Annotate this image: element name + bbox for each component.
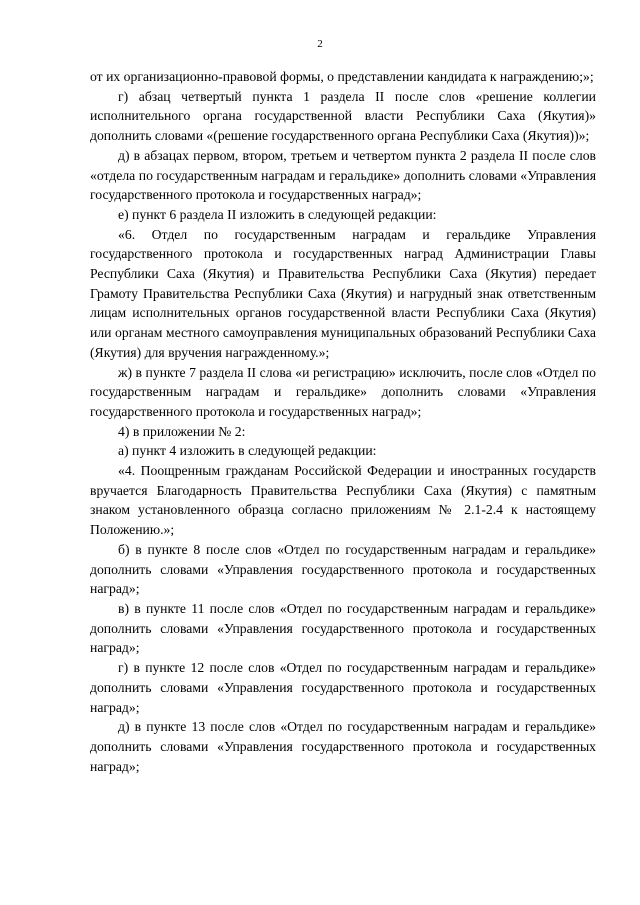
paragraph-item-g-12: г) в пункте 12 после слов «Отдел по государственным наградам и геральдике» дополнить словами «Управления государственного протокола и государственных наград»; <box>90 660 596 715</box>
page-number: 2 <box>317 38 323 50</box>
paragraph-quote-4: «4. Поощренным гражданам Российской Федерации и иностранных государств вручается Благодарность Правительства Республики Саха (Якутия) с памятным знаком установленного образца согласно приложениям № 2.1-2.4 к настоящему Положению.»; <box>90 463 596 538</box>
document-body <box>90 67 596 776</box>
paragraph-item-a: а) пункт 4 изложить в следующей редакции: <box>118 443 377 459</box>
paragraph-quote-6: «6. Отдел по государственным наградам и геральдике Управления государственного протокола и государственных наград Администрации Главы Республики Саха (Якутия) и Правительства Республики Саха (Якутия) передает Грамоту Правительства Республики Саха (Якутия) и нагрудный знак ответственным лицам исполнительных органов государственной власти Республики Саха (Якутия) или органам местного самоуправления муниципальных образований Республики Саха (Якутия) для вручения награжденному.»; <box>90 226 596 360</box>
paragraph-item-d-13: д) в пункте 13 после слов «Отдел по государственным наградам и геральдике» дополнить словами «Управления государственного протокола и государственных наград»; <box>90 719 596 774</box>
paragraph-item-v: в) в пункте 11 после слов «Отдел по государственным наградам и геральдике» дополнить словами «Управления государственного протокола и государственных наград»; <box>90 600 596 656</box>
paragraph-item-4: 4) в приложении № 2: <box>118 423 246 439</box>
paragraph-item-b: б) в пункте 8 после слов «Отдел по государственным наградам и геральдике» дополнить словами «Управления государственного протокола и государственных наград»; <box>90 541 596 597</box>
paragraph-item-g: г) абзац четвертый пункта 1 раздела II после слов «решение коллегии исполнительного органа государственной власти Республики Саха (Якутия)» дополнить словами «(решение государственного органа Республики Саха (Якутия))»; <box>90 88 596 144</box>
paragraph-item-zh: ж) в пункте 7 раздела II слова «и регистрацию» исключить, после слов «Отдел по государственным наградам и геральдике» дополнить словами «Управления государственного протокола и государственных наград»; <box>90 364 596 419</box>
paragraph-continuation: от их организационно-правовой формы, о представлении кандидата к награждению;»; <box>90 69 594 84</box>
paragraph-item-e: е) пункт 6 раздела II изложить в следующей редакции: <box>118 206 437 222</box>
paragraph-item-d: д) в абзацах первом, втором, третьем и четвертом пункта 2 раздела II после слов «отдела по государственным наградам и геральдике» дополнить словами «Управления государственного протокола и государственных наград»; <box>90 147 596 203</box>
